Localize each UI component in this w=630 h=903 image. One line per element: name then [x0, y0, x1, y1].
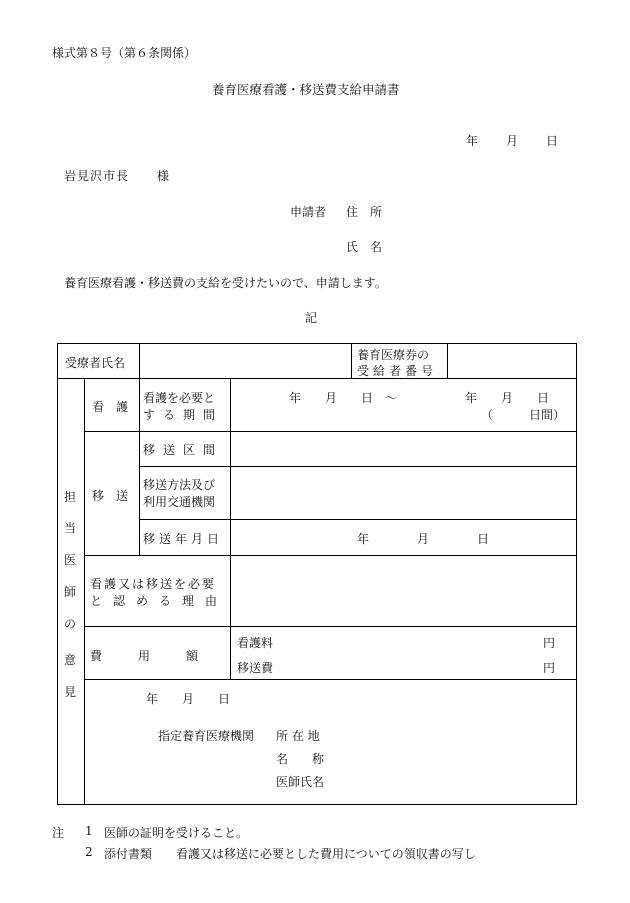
doctor-opinion-char-5: の: [64, 617, 77, 631]
applicant-address-label: 住 所: [346, 205, 383, 219]
addressee: 岩見沢市長: [64, 169, 130, 183]
transport-fee-yen: 円: [543, 661, 556, 675]
application-form-table: [57, 343, 577, 805]
transport-date-value: 年 月 日: [357, 532, 490, 546]
cert-number-field[interactable]: [448, 345, 575, 378]
note-1-number: 1: [85, 824, 93, 838]
reason-label-line2: と認める理由: [90, 594, 229, 608]
note-2-text: 添付書類 看護又は移送に必要とした費用についての領収書の写し: [104, 847, 476, 861]
date-day-label: 日: [546, 134, 559, 148]
cert-number-label-line1: 養育医療券の: [357, 348, 430, 362]
doctor-opinion-char-6: 意: [64, 653, 77, 667]
request-statement: 養育医療看護・移送費の支給を受けたいので、申請します。: [64, 276, 387, 290]
designated-institution-label: 指定養育医療機関: [158, 729, 255, 743]
doctor-opinion-char-1: 担: [64, 490, 77, 504]
addressee-honorific: 様: [157, 169, 170, 183]
nursing-label: 看 護: [92, 400, 129, 414]
nursing-period-label-line1: 看護を必要と: [143, 391, 216, 405]
doctor-opinion-char-7: 見: [64, 685, 77, 699]
nursing-fee-yen: 円: [543, 636, 556, 650]
reason-label-line1: 看護又は移送を必要: [90, 577, 217, 591]
doctor-opinion-char-2: 当: [64, 521, 77, 535]
certification-date: 年 月 日: [146, 692, 231, 706]
doctor-name-label: 医師氏名: [276, 775, 325, 789]
note-2-number: 2: [85, 845, 93, 859]
patient-name-label: 受療者氏名: [65, 356, 126, 370]
date-year-label: 年: [466, 134, 479, 148]
transport-route-label: 移送区間: [143, 443, 224, 457]
notes-prefix: 注: [52, 826, 65, 840]
nursing-period-label-line2: する期間: [143, 408, 224, 422]
cert-number-label-line2: 受給者番号: [357, 364, 438, 378]
nursing-period-to: 年 月 日: [465, 391, 550, 405]
nursing-period-from: 年 月 日 ～: [289, 391, 398, 405]
ki-label: 記: [305, 311, 318, 325]
institution-address-label: 所 在 地: [276, 729, 320, 743]
transport-route-field[interactable]: [231, 432, 576, 466]
doctor-opinion-char-3: 医: [64, 553, 77, 567]
transport-fee-label: 移送費: [237, 661, 274, 675]
cost-label: 費 用 額: [90, 649, 199, 663]
transport-date-label: 移送年月日: [143, 532, 224, 546]
institution-name-label: 名 称: [276, 752, 325, 766]
nursing-period-days: （ 日間）: [481, 408, 566, 422]
transport-method-field[interactable]: [231, 467, 576, 519]
form-number: 様式第８号（第６条関係）: [52, 46, 197, 60]
transport-label: 移 送: [92, 489, 129, 503]
reason-field[interactable]: [231, 556, 576, 626]
patient-name-field[interactable]: [140, 345, 351, 378]
doctor-opinion-char-4: 師: [64, 585, 77, 599]
page-title: 養育医療看護・移送費支給申請書: [212, 82, 400, 97]
note-1-text: 医師の証明を受けること。: [104, 826, 249, 840]
transport-method-label-line2: 利用交通機関: [143, 495, 216, 509]
nursing-fee-label: 看護料: [237, 636, 274, 650]
applicant-name-label: 氏 名: [346, 240, 383, 254]
date-month-label: 月: [506, 134, 519, 148]
applicant-label: 申請者: [290, 205, 327, 219]
transport-method-label-line1: 移送方法及び: [143, 478, 216, 492]
